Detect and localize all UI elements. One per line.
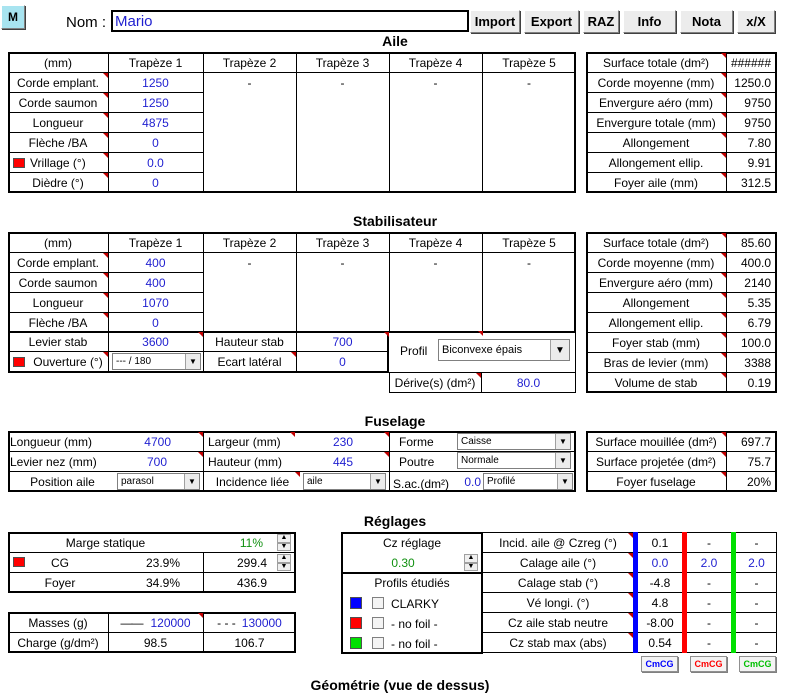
- largeur-label: Largeur (mm): [205, 432, 295, 451]
- aile-cell[interactable]: [296, 93, 389, 112]
- stab-cell[interactable]: 0: [152, 315, 159, 330]
- cz-reglage-value: 0.30: [391, 555, 415, 570]
- stab-summary-value: 2140: [744, 275, 771, 290]
- aile-cell[interactable]: [389, 93, 482, 112]
- aile-header-5: Trapèze 5: [502, 55, 556, 70]
- marge-statique-value: 11%: [239, 535, 263, 550]
- aile-cell[interactable]: 0: [152, 135, 159, 150]
- profil-label: Profil: [400, 344, 428, 358]
- stab-summary-value: 85.60: [740, 235, 771, 250]
- aile-summary-label: Envergure aéro (mm): [586, 93, 726, 112]
- param-value: -: [754, 535, 759, 550]
- charge-label: Charge (g/dm²): [17, 635, 99, 650]
- derive-label: Dérive(s) (dm²): [389, 373, 481, 392]
- stab-header-5: Trapèze 5: [502, 235, 556, 250]
- stab-cell[interactable]: -: [340, 255, 345, 270]
- marge-statique-label: Marge statique: [65, 535, 146, 550]
- aile-cell[interactable]: [203, 113, 296, 132]
- foyer-pct: 34.9%: [145, 575, 180, 590]
- aile-header-0: (mm): [44, 55, 72, 70]
- stab-cell[interactable]: -: [527, 255, 531, 270]
- cz-spinner[interactable]: [464, 554, 478, 571]
- stab-cell[interactable]: [203, 293, 296, 312]
- aile-cell[interactable]: [296, 113, 389, 132]
- param-value: -8.00: [646, 615, 674, 630]
- param-value: -: [707, 615, 711, 630]
- ecart-lateral-value[interactable]: 0: [339, 355, 346, 369]
- stab-cell[interactable]: [482, 313, 576, 332]
- param-label: Cz stab max (abs): [483, 633, 633, 652]
- stab-cell[interactable]: [203, 313, 296, 332]
- aile-summary-label: Surface totale (dm²): [586, 53, 726, 72]
- largeur-value[interactable]: 230: [295, 432, 389, 451]
- stab-summary-label: Bras de levier (mm): [586, 353, 726, 372]
- aile-summary-value: 1250.0: [734, 75, 771, 90]
- aile-cell[interactable]: [389, 133, 482, 152]
- stab-summary-label: Volume de stab: [586, 373, 726, 392]
- profile-color-icon: [350, 617, 362, 629]
- aile-cell[interactable]: [203, 133, 296, 152]
- poutre-select[interactable]: Normale ▼: [457, 452, 571, 469]
- profil-select[interactable]: Biconvexe épais ▼: [438, 339, 570, 361]
- arrow-up-icon[interactable]: ▲: [464, 554, 478, 563]
- stab-cell[interactable]: [296, 313, 389, 332]
- levier-nez-label: Levier nez (mm): [10, 454, 97, 469]
- aile-cell[interactable]: [203, 93, 296, 112]
- aile-cell[interactable]: [482, 93, 576, 112]
- aile-cell[interactable]: 0: [152, 175, 159, 190]
- profile-checkbox[interactable]: [372, 617, 384, 629]
- stab-header-2: Trapèze 2: [222, 235, 277, 250]
- profile-name: CLARKY: [391, 597, 440, 611]
- param-value[interactable]: 2.0: [700, 555, 718, 570]
- chevron-down-icon: ▼: [185, 354, 200, 369]
- stab-cell[interactable]: -: [433, 255, 438, 270]
- export-button[interactable]: Export: [524, 10, 579, 33]
- stab-summary-label: Surface totale (dm²): [586, 233, 726, 252]
- fuselage-title: Fuselage: [364, 413, 426, 429]
- cmcg-green-button[interactable]: CmCG: [739, 656, 776, 672]
- stab-header-1: Trapèze 1: [128, 235, 183, 250]
- blue-series-bar: [633, 532, 638, 653]
- ouverture-label: Ouverture (°): [28, 352, 108, 372]
- ecart-lateral-label: Ecart latéral: [203, 352, 296, 372]
- aile-summary-value: 312.5: [740, 175, 771, 190]
- stab-summary-label: Foyer stab (mm): [586, 333, 726, 352]
- param-value: -: [707, 535, 711, 550]
- aile-summary-value: 9750: [744, 115, 771, 130]
- aile-summary-value: ######: [730, 55, 771, 70]
- aile-cell[interactable]: [482, 153, 576, 172]
- param-label: Cz aile stab neutre: [483, 613, 633, 632]
- arrow-down-icon[interactable]: ▼: [277, 543, 291, 552]
- sac-value[interactable]: 0.0: [464, 474, 481, 489]
- masses-label: Masses (g): [28, 615, 88, 630]
- stab-header-0: (mm): [44, 235, 72, 250]
- poutre-label: Poutre: [399, 454, 435, 469]
- nom-value: Mario: [115, 13, 153, 30]
- aile-header-3: Trapèze 3: [315, 55, 370, 70]
- geometry-title: Géométrie (vue de dessus): [310, 677, 490, 693]
- stab-row-label: Longueur: [8, 293, 108, 312]
- param-value: 0.54: [648, 635, 672, 650]
- charge2-value: 106.7: [234, 635, 265, 650]
- chevron-down-icon: ▼: [550, 340, 569, 360]
- aile-summary-value: 9.91: [747, 155, 771, 170]
- sac-select[interactable]: Profilé ▼: [483, 473, 573, 490]
- aile-header-2: Trapèze 2: [222, 55, 277, 70]
- marge-spinner[interactable]: [277, 534, 291, 551]
- arrow-up-icon[interactable]: ▲: [277, 554, 291, 563]
- param-label: Incid. aile @ Czreg (°): [483, 533, 633, 552]
- stab-row-label: Corde emplant.: [8, 253, 108, 272]
- fuselage-summary-label: Foyer fuselage: [586, 472, 726, 491]
- fuselage-summary-value: 75.7: [747, 454, 771, 469]
- arrow-down-icon[interactable]: ▼: [464, 563, 478, 572]
- param-label: Calage aile (°): [483, 553, 633, 572]
- ouverture-select[interactable]: --- / 180 ▼: [112, 353, 201, 370]
- aile-cell[interactable]: [482, 113, 576, 132]
- chevron-down-icon: ▼: [555, 453, 570, 468]
- stab-summary-label: Corde moyenne (mm): [586, 253, 726, 272]
- aile-cell[interactable]: [296, 153, 389, 172]
- stab-cell[interactable]: [296, 293, 389, 312]
- cg-mm: 299.4: [236, 555, 267, 570]
- aile-row-label: Corde emplant.: [8, 73, 108, 92]
- aile-summary-label: Allongement: [586, 133, 726, 152]
- stab-cell[interactable]: [389, 313, 482, 332]
- aile-summary-value: 9750: [744, 95, 771, 110]
- stab-cell[interactable]: 400: [145, 275, 166, 290]
- hauteur-label: Hauteur (mm): [208, 454, 283, 469]
- aile-summary-value: 7.80: [747, 135, 771, 150]
- chevron-down-icon: ▼: [184, 474, 199, 489]
- param-value[interactable]: 2.0: [748, 555, 765, 570]
- param-value: 4.8: [651, 595, 669, 610]
- longueur-fuselage-label: Longueur (mm): [10, 434, 93, 449]
- profile-name: - no foil -: [391, 637, 438, 651]
- stab-summary-label: Allongement: [586, 293, 726, 312]
- fuselage-summary-label: Surface projetée (dm²): [586, 452, 726, 471]
- aile-row-label: Flèche /BA: [8, 133, 108, 152]
- stab-summary-value: 6.79: [747, 315, 771, 330]
- stab-cell[interactable]: 400: [145, 255, 166, 270]
- stab-cell[interactable]: [482, 273, 576, 292]
- stab-summary-value: 100.0: [740, 335, 771, 350]
- profile-name: - no foil -: [391, 617, 438, 631]
- stab-summary-value: 0.19: [747, 375, 771, 390]
- position-aile-label: Position aile: [30, 474, 95, 489]
- nom-input[interactable]: [111, 10, 469, 32]
- nom-label: Nom :: [66, 14, 107, 31]
- aile-cell[interactable]: -: [340, 75, 345, 90]
- param-value: -: [707, 635, 711, 650]
- aile-cell[interactable]: [389, 173, 482, 192]
- hauteur-stab-value[interactable]: 700: [296, 332, 389, 351]
- aile-summary-label: Foyer aile (mm): [586, 173, 726, 192]
- stab-summary-value: 3388: [744, 355, 771, 370]
- stab-title: Stabilisateur: [352, 213, 438, 229]
- param-label: Calage stab (°): [483, 573, 633, 592]
- aile-row-label: Vrillage (°): [8, 153, 108, 172]
- aile-cell[interactable]: [482, 173, 576, 192]
- aile-header-4: Trapèze 4: [408, 55, 463, 70]
- param-value: -: [754, 615, 759, 630]
- nota-button[interactable]: Nota: [680, 10, 733, 33]
- stab-row-label: Flèche /BA: [8, 313, 108, 332]
- aile-summary-label: Envergure totale (mm): [586, 113, 726, 132]
- mass1-value[interactable]: —— 120000: [108, 613, 203, 632]
- aile-title: Aile: [382, 33, 408, 49]
- sac-label: S.ac.(dm²): [392, 476, 449, 491]
- stab-cell[interactable]: [203, 273, 296, 292]
- aile-summary-label: Allongement ellip.: [586, 153, 726, 172]
- aile-cell[interactable]: -: [247, 75, 252, 90]
- stab-header-4: Trapèze 4: [408, 235, 463, 250]
- stab-summary-value: 5.35: [747, 295, 771, 310]
- stab-cell[interactable]: [389, 273, 482, 292]
- stab-summary-label: Envergure aéro (mm): [586, 273, 726, 292]
- param-value: -: [754, 595, 759, 610]
- longueur-fuselage-value[interactable]: 4700: [110, 432, 203, 451]
- aile-cell[interactable]: 4875: [142, 115, 169, 130]
- param-value[interactable]: 0.0: [651, 555, 669, 570]
- aile-cell[interactable]: 1250: [142, 75, 169, 90]
- aile-row-label: Corde saumon: [8, 93, 108, 112]
- aile-summary-label: Corde moyenne (mm): [586, 73, 726, 92]
- cz-reglage-label: Cz réglage: [382, 535, 442, 550]
- aile-row-label: Dièdre (°): [8, 173, 108, 192]
- fuselage-summary-value: 697.7: [740, 434, 771, 449]
- profile-color-icon: [350, 637, 362, 649]
- info-button[interactable]: Info: [623, 10, 676, 33]
- reglages-title: Réglages: [363, 513, 427, 529]
- foyer-label: Foyer: [44, 575, 76, 590]
- profile-color-icon: [350, 597, 362, 609]
- cmcg-blue-button[interactable]: CmCG: [641, 656, 678, 672]
- aile-cell[interactable]: 0.0: [147, 155, 164, 170]
- param-value: -4.8: [649, 575, 671, 590]
- stab-cell[interactable]: -: [247, 255, 252, 270]
- cg-pct: 23.9%: [145, 555, 180, 570]
- stab-row-label: Corde saumon: [8, 273, 108, 292]
- derive-value[interactable]: 80.0: [516, 375, 541, 390]
- aile-cell[interactable]: [203, 153, 296, 172]
- param-value: -: [707, 595, 711, 610]
- cg-color-icon: [13, 557, 25, 567]
- levier-nez-value[interactable]: 700: [110, 452, 203, 471]
- aile-cell[interactable]: -: [433, 75, 438, 90]
- mass2-value[interactable]: - - - 130000: [217, 615, 282, 630]
- hauteur-value[interactable]: 445: [295, 452, 389, 471]
- aile-cell[interactable]: [203, 173, 296, 192]
- charge1-value: 98.5: [143, 635, 168, 650]
- hauteur-stab-label: Hauteur stab: [215, 334, 284, 349]
- stab-summary-label: Allongement ellip.: [586, 313, 726, 332]
- profile-checkbox[interactable]: [372, 597, 384, 609]
- aile-cell[interactable]: [296, 173, 389, 192]
- levier-stab-label: Levier stab: [28, 334, 88, 349]
- forme-label: Forme: [399, 434, 434, 449]
- xx-button[interactable]: x/X: [737, 10, 775, 33]
- param-value: 0.1: [651, 535, 669, 550]
- red-series-bar: [682, 532, 687, 653]
- aile-cell[interactable]: 1250: [142, 95, 169, 110]
- profile-checkbox[interactable]: [372, 637, 384, 649]
- stab-cell[interactable]: [389, 293, 482, 312]
- import-button[interactable]: Import: [470, 10, 520, 33]
- aile-header-1: Trapèze 1: [128, 55, 183, 70]
- stab-cell[interactable]: [296, 273, 389, 292]
- stab-header-3: Trapèze 3: [315, 235, 370, 250]
- stab-summary-value: 400.0: [740, 255, 771, 270]
- incidence-liee-label: Incidence liée: [205, 472, 300, 491]
- m-button[interactable]: M: [1, 5, 25, 29]
- chevron-down-icon: ▼: [555, 434, 570, 449]
- levier-stab-value[interactable]: 3600: [108, 332, 203, 351]
- param-value: -: [754, 635, 759, 650]
- position-aile-select[interactable]: parasol ▼: [117, 473, 200, 490]
- chevron-down-icon: ▼: [557, 474, 572, 489]
- profils-label: Profils étudiés: [374, 575, 450, 590]
- param-label: Vé longi. (°): [483, 593, 633, 612]
- aile-cell[interactable]: [296, 133, 389, 152]
- cg-label: CG: [51, 555, 69, 570]
- foyer-mm: 436.9: [236, 575, 267, 590]
- param-value: -: [754, 575, 759, 590]
- stab-cell[interactable]: [482, 293, 576, 312]
- fuselage-summary-label: Surface mouillée (dm²): [586, 432, 726, 451]
- ouverture-color-icon: [13, 357, 25, 367]
- aile-cell[interactable]: -: [527, 75, 531, 90]
- fuselage-summary-value: 20%: [746, 474, 771, 489]
- aile-cell[interactable]: [482, 133, 576, 152]
- aile-cell[interactable]: [389, 113, 482, 132]
- raz-button[interactable]: RAZ: [583, 10, 619, 33]
- aile-cell[interactable]: [389, 153, 482, 172]
- chevron-down-icon: ▼: [370, 474, 385, 489]
- green-series-bar: [731, 532, 736, 653]
- cg-spinner[interactable]: [277, 554, 291, 571]
- stab-cell[interactable]: 1070: [142, 295, 169, 310]
- aile-row-label: Longueur: [8, 113, 108, 132]
- arrow-down-icon[interactable]: ▼: [277, 563, 291, 572]
- forme-select[interactable]: Caisse ▼: [457, 433, 571, 450]
- cmcg-red-button[interactable]: CmCG: [690, 656, 727, 672]
- incidence-liee-select[interactable]: aile ▼: [303, 473, 386, 490]
- arrow-up-icon[interactable]: ▲: [277, 534, 291, 543]
- param-value: -: [707, 575, 711, 590]
